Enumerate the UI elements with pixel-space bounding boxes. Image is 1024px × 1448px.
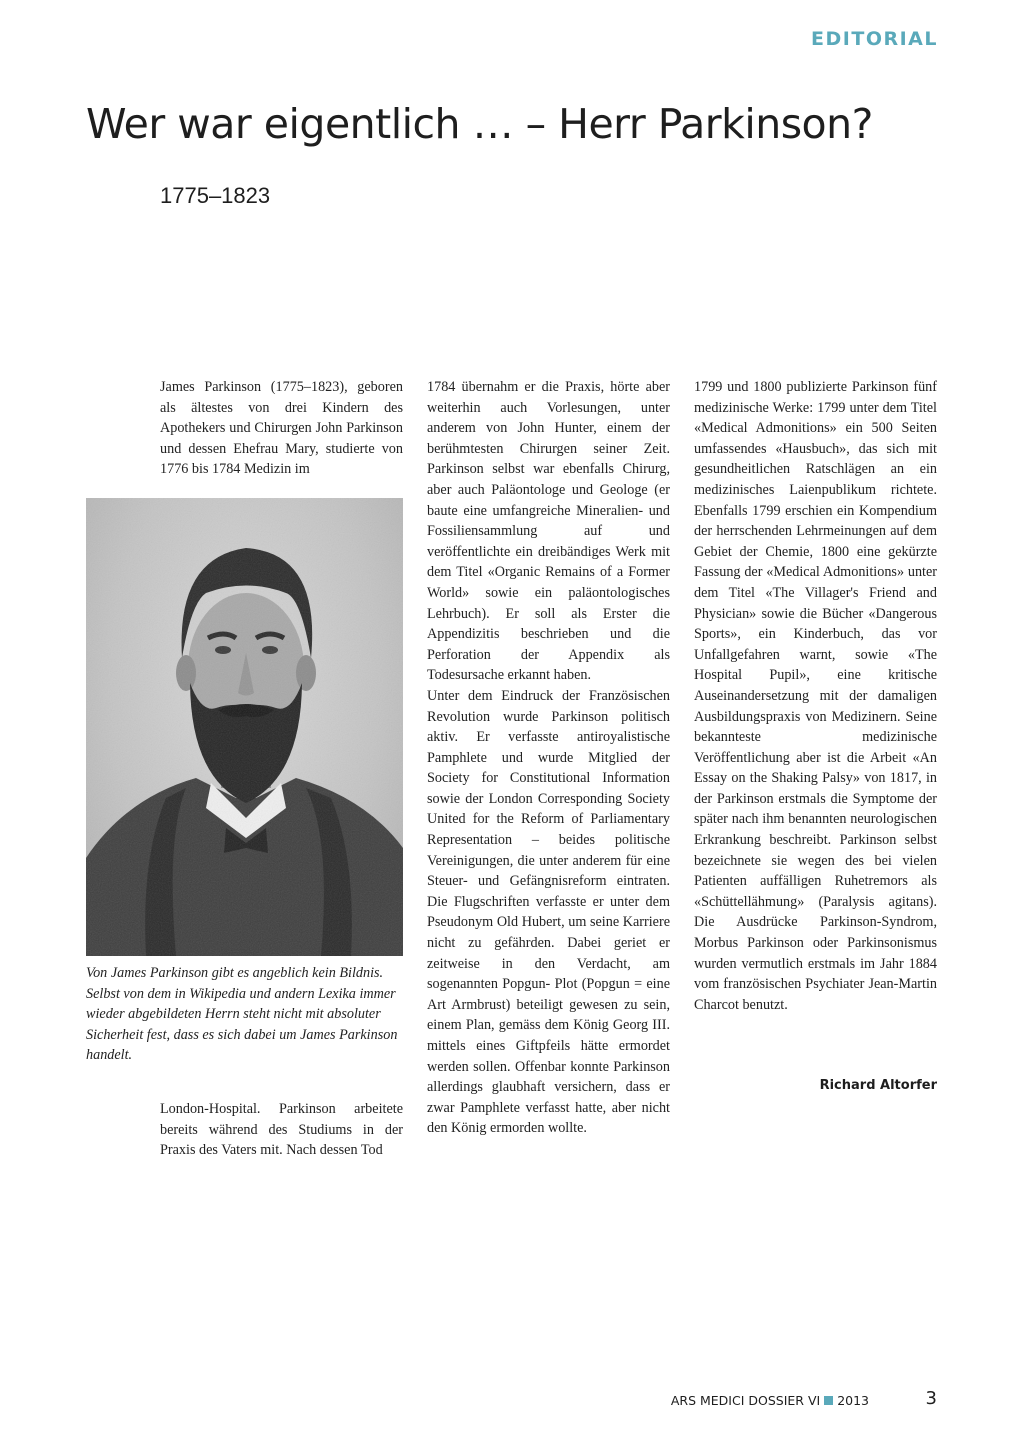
page-number: 3 <box>925 1388 937 1409</box>
publication-year: 2013 <box>837 1393 869 1408</box>
publication-name: ARS MEDICI DOSSIER VI <box>670 1393 821 1408</box>
paragraph-london-hospital: London-Hospital. Parkinson arbeitete bereits während des Studiums in der Praxis des Vaters mit. Nach dessen Tod <box>160 1101 403 1159</box>
paragraph-intro: James Parkinson (1775–1823), geboren als ältestes von drei Kindern des Apothekers und Chirurgen John Parkinson und dessen Ehefrau Mary, studierte von 1776 bis 1784 Medizin im <box>160 379 403 478</box>
section-label: EDITORIAL <box>811 28 938 50</box>
article-title: Wer war eigentlich … – Herr Parkinson? <box>86 100 873 148</box>
paragraph-practice: 1784 übernahm er die Praxis, hörte aber weiterhin auch Vorlesungen, unter anderem von John Hunter, einem der berühmtesten Chirurgen seiner Zeit. Parkinson selbst war ebenfalls Chirurg, aber auch Paläontologe und Geologe (er baute eine umfangreiche Mineralien- und Fossiliensammlung auf und veröffentlichte ein dreibändiges Werk mit dem Titel «Organic Remains of a Former World» sowie ein paläontologisches Lehrbuch). Er soll als Erster die Appendizitis beschrieben und die Perforation der Appendix als Todesursache erkannt haben. <box>427 379 670 684</box>
image-caption: Von James Parkinson gibt es angeblich kein Bildnis. Selbst von dem in Wikipedia und andern Lexika immer wieder abgebildeten Herrn steht nicht mit absoluter Sicherheit fest, dass es sich dabei um James Parkinson handelt. <box>86 965 398 1064</box>
portrait-image <box>86 498 403 956</box>
column-2 <box>427 377 670 1139</box>
portrait-illustration <box>86 498 403 956</box>
article-subtitle: 1775–1823 <box>160 183 271 208</box>
column-1-top <box>160 377 403 480</box>
paragraph-publications: 1799 und 1800 publizierte Parkinson fünf medizinische Werke: 1799 unter dem Titel «Medical Admonitions» ein 500 Seiten umfassendes «Hausbuch», das sich mit gesundheitlichen Ratschlägen an ein medizinisches Laienpublikum richtete. Ebenfalls 1799 erschien ein Kompendium der herrschenden Lehrmeinungen auf dem Gebiet der Chemie, 1800 eine gekürzte Fassung der «Medical Admonitions» unter dem Titel «The Villager's Friend and Physician» sowie die Bücher «Dangerous Sports», ein Kinderbuch, das vor Unfallgefahren warnt, sowie «The Hospital Pupil», eine kritische Auseinandersetzung mit der damaligen Ausbildungspraxis von Medizinern. Seine bekannteste medizinische Veröffentlichung aber ist die Arbeit «An Essay on the Shaking Palsy» von 1817, in der Parkinson erstmals die Symptome der später nach ihm benannten neurologischen Erkrankung beschreibt. Parkinson selbst bezeichnete sie wegen des bei vielen Patienten auffälligen Ruhetremors als «Schüttellähmung» (Paralysis agitans). Die Ausdrücke Parkinson-Syndrom, Morbus Parkinson oder Parkinsonismus wurden vermutlich erstmals im Jahr 1884 vom französischen Psychiater Jean-Martin Charcot benutzt. <box>694 379 937 1013</box>
author-name: Richard Altorfer <box>819 1078 937 1093</box>
paragraph-politics: Unter dem Eindruck der Französischen Revolution wurde Parkinson politisch aktiv. Er verfasste antiroyalistische Pamphlete und wurde Mitglied der Society for Constitutional Information sowie der London Corresponding Society United for the Reform of Parliamentary Representation – beides politische Vereinigungen, die unter anderem für eine Steuer- und Gefängnisreform eintraten. Die Flugschriften verfasste er unter dem Pseudonym Old Hubert, um seine Karriere nicht zu gefährden. Dabei geriet er zeitweise in den Verdacht, am sogenannten Popgun- Plot (Popgun = eine Art Armbrust) beteiligt gewesen zu sein, einem Plan, gemäss dem König Georg III. mittels eines Giftpfeils hätte ermordet werden sollen. Offenbar konnte Parkinson allerdings glaubhaft versichern, dass er zwar Pamphlete verfasst hatte, aber nicht den König ermorden wollte. <box>427 687 670 1137</box>
column-3 <box>694 377 937 1015</box>
accent-square-icon <box>824 1396 833 1405</box>
footer-publication <box>671 1393 869 1408</box>
column-1-bottom <box>160 1099 403 1161</box>
